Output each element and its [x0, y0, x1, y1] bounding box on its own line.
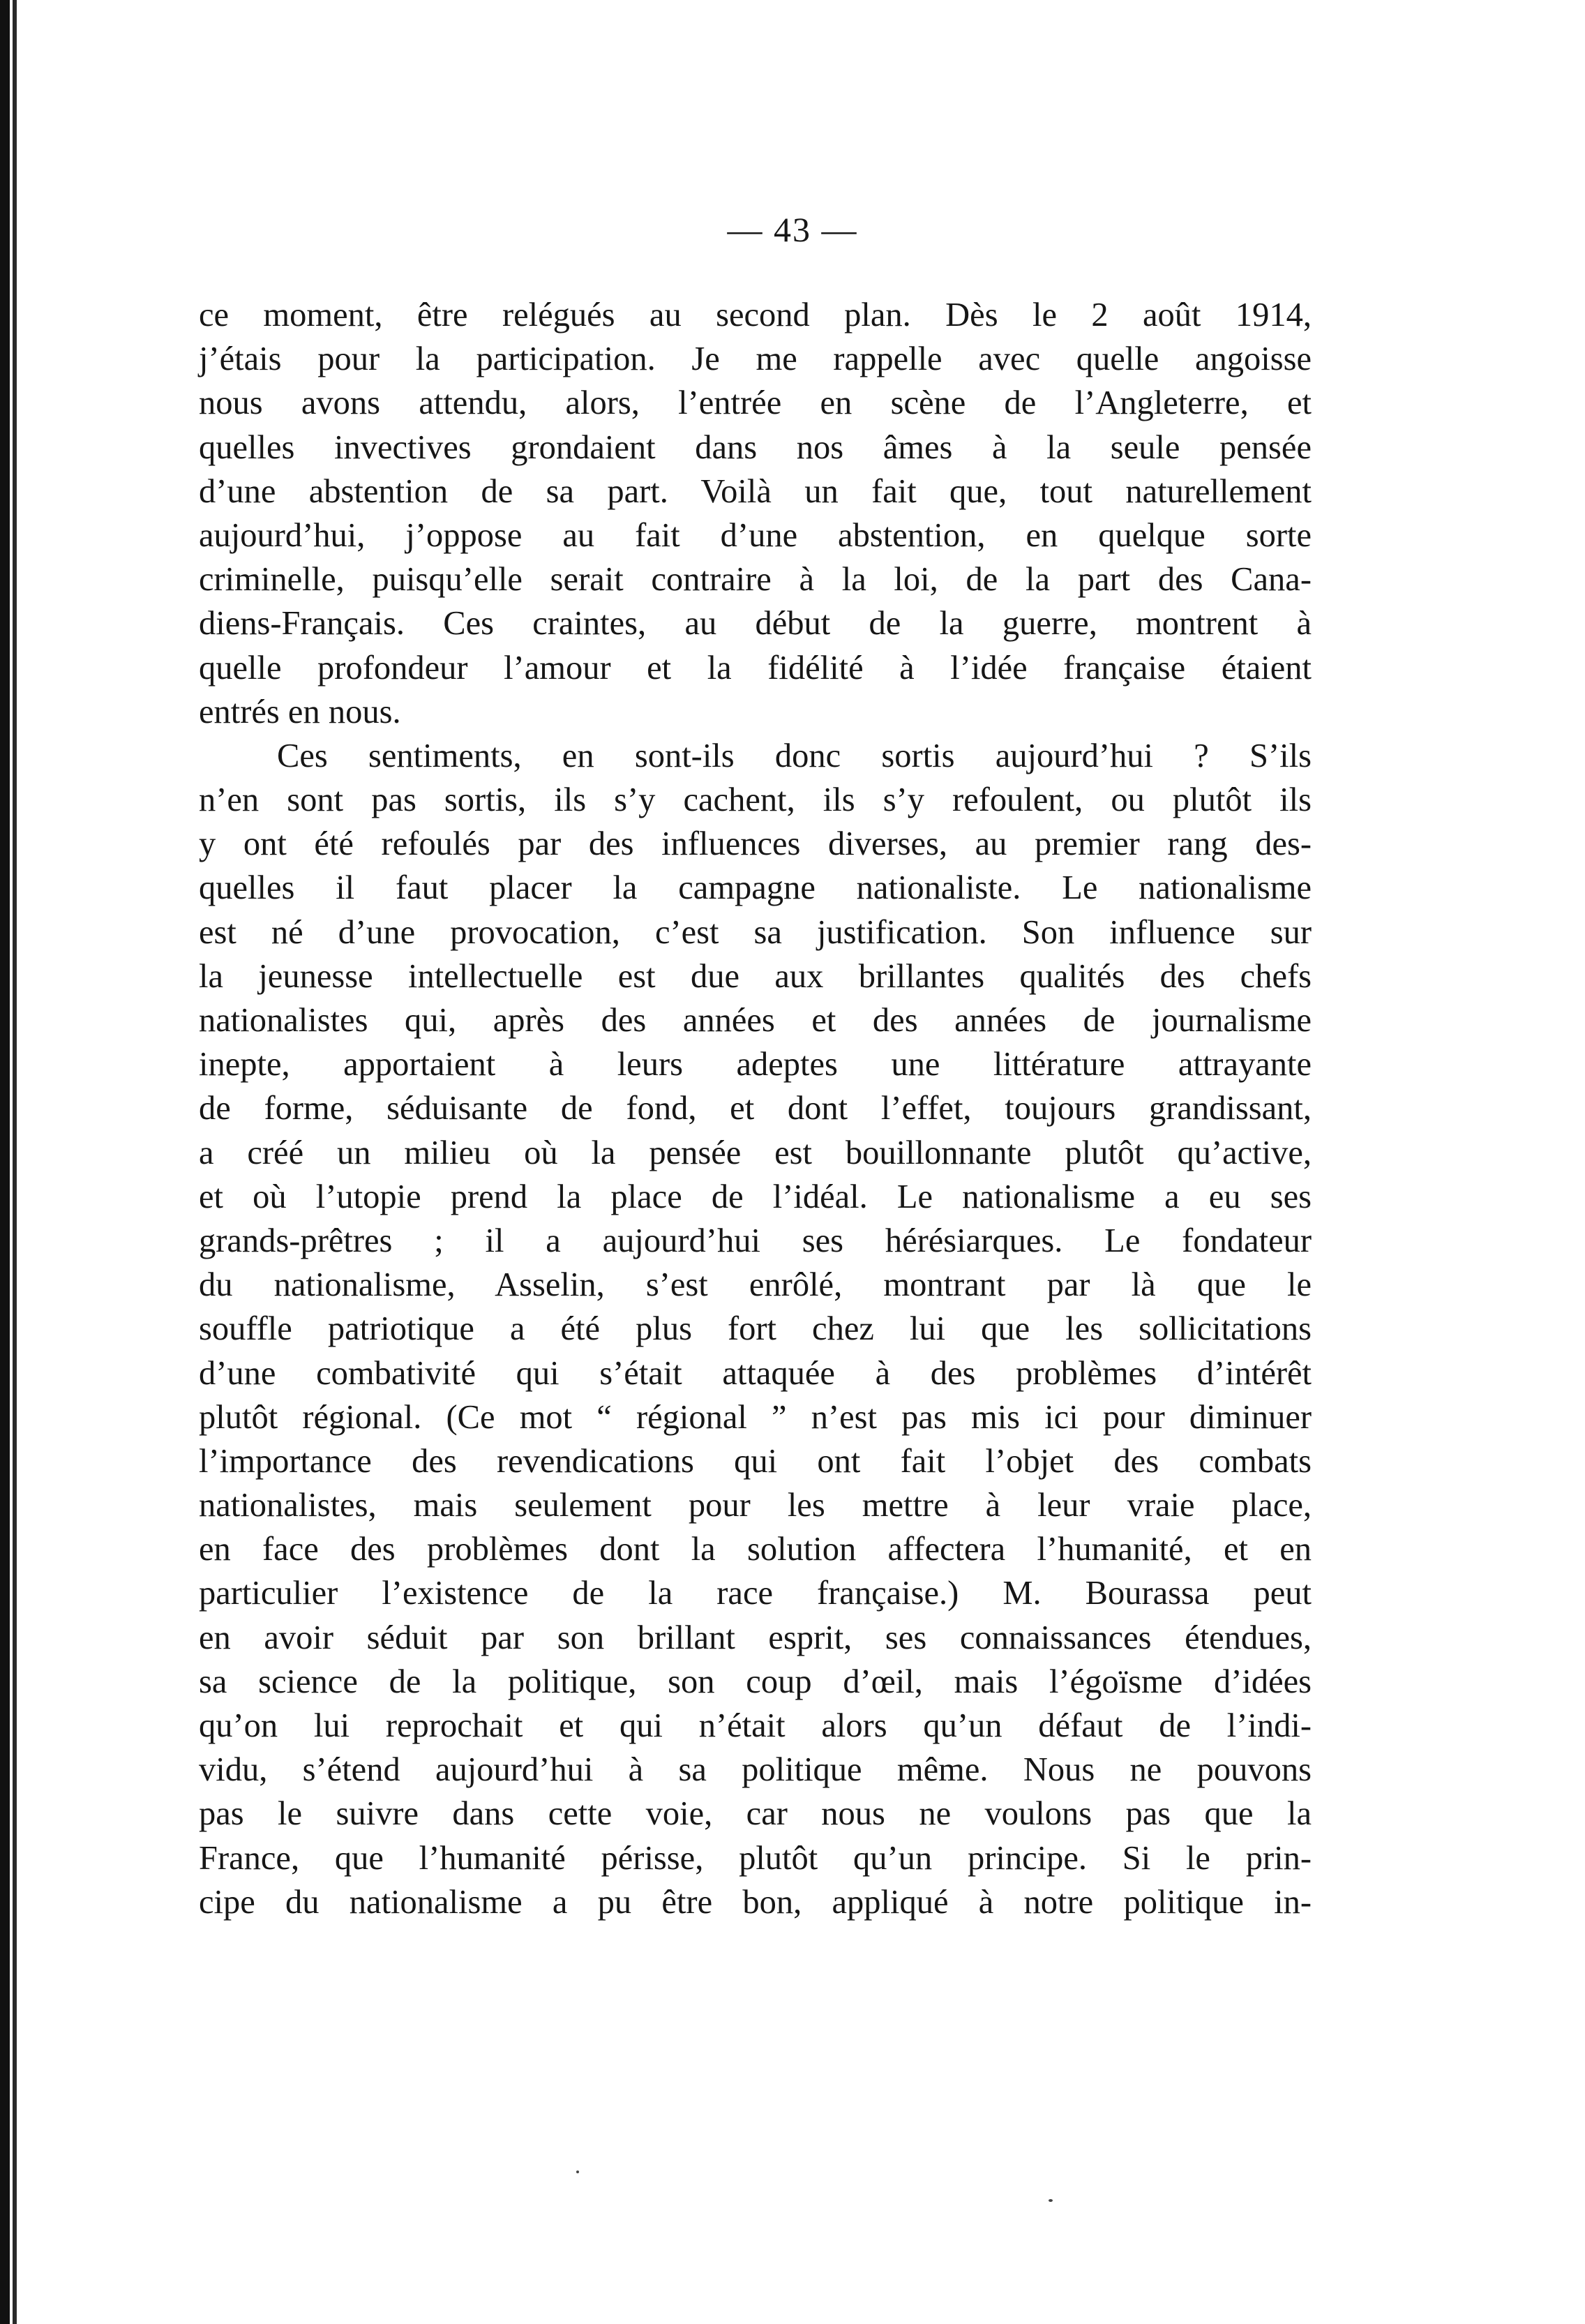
text-line: en avoir séduit par son brillant esprit, ses connaissances étendues,: [199, 1619, 1312, 1656]
text-line: n’en sont pas sortis, ils s’y cachent, ils s’y refoulent, ou plutôt ils: [199, 781, 1312, 819]
scan-left-edge: [0, 0, 10, 2324]
scan-speck: [576, 2171, 579, 2173]
text-line: a créé un milieu où la pensée est bouillonnante plutôt qu’active,: [199, 1134, 1312, 1171]
text-line: plutôt régional. (Ce mot “ régional ” n’est pas mis ici pour diminuer: [199, 1398, 1312, 1436]
text-line: nationalistes qui, après des années et des années de journalisme: [199, 1002, 1312, 1039]
text-line: en face des problèmes dont la solution affectera l’humanité, et en: [199, 1531, 1312, 1568]
text-line: diens-Français. Ces craintes, au début de la guerre, montrent à: [199, 605, 1312, 643]
text-line: France, que l’humanité périsse, plutôt qu’un principe. Si le prin-: [199, 1839, 1312, 1877]
paragraph-start-line: Ces sentiments, en sont-ils donc sortis aujourd’hui ? S’ils: [277, 737, 1312, 774]
text-line: criminelle, puisqu’elle serait contraire à la loi, de la part des Cana-: [199, 561, 1312, 599]
text-line: quelles invectives grondaient dans nos âmes à la seule pensée: [199, 428, 1312, 466]
text-line: pas le suivre dans cette voie, car nous ne voulons pas que la: [199, 1795, 1312, 1833]
text-line: inepte, apportaient à leurs adeptes une littérature attrayante: [199, 1046, 1312, 1084]
text-line: vidu, s’étend aujourd’hui à sa politique même. Nous ne pouvons: [199, 1751, 1312, 1789]
text-line: est né d’une provocation, c’est sa justification. Son influence sur: [199, 913, 1312, 951]
text-line: et où l’utopie prend la place de l’idéal. Le nationalisme a eu ses: [199, 1178, 1312, 1215]
text-line: nationalistes, mais seulement pour les mettre à leur vraie place,: [199, 1487, 1312, 1524]
text-line: ce moment, être relégués au second plan. Dès le 2 août 1914,: [199, 297, 1312, 333]
text-line: de forme, séduisante de fond, et dont l’effet, toujours grandissant,: [199, 1090, 1312, 1127]
text-line: aujourd’hui, j’oppose au fait d’une abstention, en quelque sorte: [199, 516, 1312, 554]
paragraph-end-line: entrés en nous.: [199, 693, 401, 730]
body-text: [199, 293, 1312, 1924]
text-line: grands-prêtres ; il a aujourd’hui ses hérésiarques. Le fondateur: [199, 1222, 1312, 1259]
text-line: y ont été refoulés par des influences diverses, au premier rang des-: [199, 825, 1312, 863]
text-line: particulier l’existence de la race française.) M. Bourassa peut: [199, 1575, 1312, 1612]
text-line: quelle profondeur l’amour et la fidélité à l’idée française étaient: [199, 649, 1312, 687]
text-line: souffle patriotique a été plus fort chez lui que les sollicitations: [199, 1310, 1312, 1348]
text-line: nous avons attendu, alors, l’entrée en scène de l’Angleterre, et: [199, 384, 1312, 422]
page-number: — 43 —: [727, 210, 858, 249]
scan-speck: [1049, 2199, 1053, 2202]
text-line: cipe du nationalisme a pu être bon, appliqué à notre politique in-: [199, 1883, 1312, 1921]
text-line: du nationalisme, Asselin, s’est enrôlé, montrant par là que le: [199, 1266, 1312, 1304]
text-line: d’une combativité qui s’était attaquée à des problèmes d’intérêt: [199, 1354, 1312, 1392]
text-line: j’étais pour la participation. Je me rappelle avec quelle angoisse: [199, 340, 1312, 378]
scan-left-edge-shadow: [13, 0, 17, 2324]
text-line: quelles il faut placer la campagne nationaliste. Le nationalisme: [199, 869, 1312, 907]
text-line: qu’on lui reprochait et qui n’était alors qu’un défaut de l’indi-: [199, 1707, 1312, 1744]
text-line: d’une abstention de sa part. Voilà un fait que, tout naturellement: [199, 472, 1312, 510]
text-line: sa science de la politique, son coup d’œil, mais l’égoïsme d’idées: [199, 1663, 1312, 1700]
text-line: l’importance des revendications qui ont fait l’objet des combats: [199, 1442, 1312, 1480]
text-line: la jeunesse intellectuelle est due aux brillantes qualités des chefs: [199, 957, 1312, 995]
